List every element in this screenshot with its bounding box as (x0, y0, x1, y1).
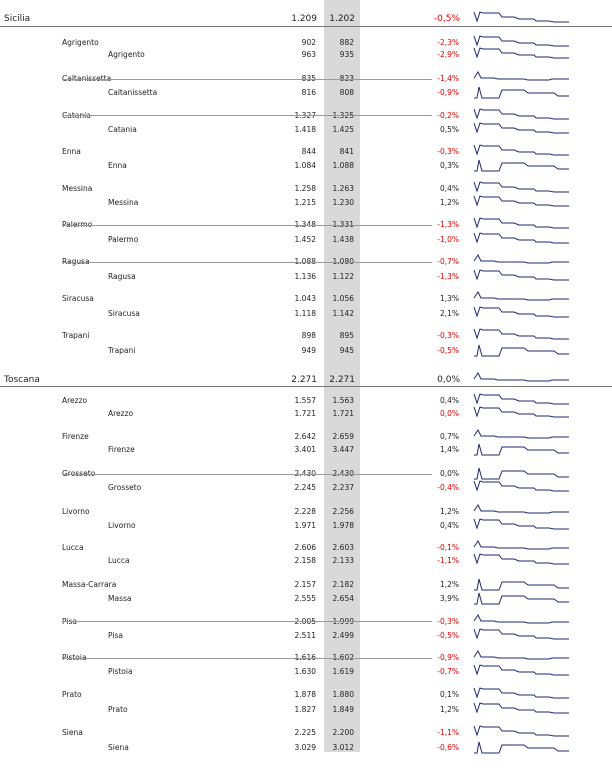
sparkline (474, 627, 574, 643)
sparkline (474, 663, 574, 679)
percent-change: -0,2% (437, 111, 459, 120)
percent-change: -0,5% (433, 14, 460, 24)
region-row (0, 373, 612, 387)
row-label: Palermo (108, 235, 139, 244)
sparkline-trace (474, 218, 569, 228)
sparkline-trace (474, 255, 569, 263)
value-previous: 3.029 (294, 743, 316, 752)
value-current: 2.182 (332, 580, 354, 589)
value-previous: 1.088 (294, 257, 316, 266)
percent-change: -1,4% (437, 74, 459, 83)
sparkline (474, 686, 574, 702)
percent-change: 0,0% (437, 375, 460, 385)
percent-change: 0,1% (439, 690, 459, 699)
sparkline-trace (474, 554, 569, 564)
row-divider (62, 79, 432, 80)
sparkline (474, 517, 574, 533)
sparkline-trace (474, 615, 569, 623)
value-previous: 2.606 (294, 543, 316, 552)
value-previous: 2.271 (291, 375, 317, 385)
sparkline-trace (474, 145, 569, 155)
sparkline-trace (474, 407, 569, 417)
value-previous: 1.215 (294, 198, 316, 207)
percent-change: -0,3% (437, 147, 459, 156)
row-label: Catania (62, 111, 91, 120)
sparkline (474, 724, 574, 740)
percent-change: -0,3% (437, 617, 459, 626)
value-current: 1.142 (332, 309, 354, 318)
value-current: 1.263 (332, 184, 354, 193)
sparkline-trace (474, 233, 569, 243)
row-label: Pistoia (62, 653, 87, 662)
sparkline-trace (474, 196, 569, 206)
row-label: Prato (62, 690, 82, 699)
row-label: Firenze (62, 432, 89, 441)
value-current: 1.880 (332, 690, 354, 699)
value-current: 2.133 (332, 556, 354, 565)
row-label: Palermo (62, 220, 93, 229)
row-label: Ragusa (62, 257, 90, 266)
city-row (0, 592, 612, 606)
city-row (0, 629, 612, 643)
value-previous: 2.158 (294, 556, 316, 565)
value-current: 935 (339, 50, 354, 59)
sparkline (474, 194, 574, 210)
value-previous: 2.430 (294, 469, 316, 478)
value-current: 2.603 (332, 543, 354, 552)
value-current: 1.331 (332, 220, 354, 229)
sparkline-trace (474, 541, 569, 549)
sparkline-trace (474, 703, 569, 713)
sparkline-trace (474, 444, 569, 455)
value-current: 808 (339, 88, 354, 97)
row-label: Lucca (108, 556, 130, 565)
sparkline-trace (474, 12, 569, 22)
value-previous: 1.878 (294, 690, 316, 699)
percent-change: 0,3% (439, 161, 459, 170)
sparkline-trace (474, 579, 569, 590)
value-previous: 2.555 (294, 594, 316, 603)
sparkline (474, 157, 574, 173)
value-current: 2.659 (332, 432, 354, 441)
sparkline-trace (474, 665, 569, 675)
city-row (0, 703, 612, 717)
value-current: 1.602 (332, 653, 354, 662)
sparkline-trace (474, 307, 569, 317)
row-label: Siracusa (62, 294, 94, 303)
value-previous: 949 (301, 346, 316, 355)
percent-change: -0,1% (437, 543, 459, 552)
percent-change: -1,1% (437, 728, 459, 737)
sparkline-trace (474, 182, 569, 192)
row-label: Siracusa (108, 309, 140, 318)
row-label: Prato (108, 705, 128, 714)
row-divider (0, 26, 612, 27)
sparkline-trace (474, 505, 569, 513)
city-row (0, 86, 612, 100)
percent-change: -2,3% (437, 38, 459, 47)
row-label: Grosseto (62, 469, 96, 478)
value-previous: 1.258 (294, 184, 316, 193)
value-previous: 1.084 (294, 161, 316, 170)
row-divider (62, 225, 432, 226)
row-label: Toscana (4, 375, 40, 385)
percent-change: 0,0% (439, 469, 459, 478)
sparkline-trace (474, 688, 569, 698)
sparkline-trace (474, 109, 569, 119)
percent-change: -0,5% (437, 346, 459, 355)
row-label: Livorno (62, 507, 90, 516)
value-previous: 835 (301, 74, 316, 83)
sparkline-trace (474, 329, 569, 339)
value-current: 1.088 (332, 161, 354, 170)
row-label: Caltanissetta (62, 74, 112, 83)
value-previous: 3.401 (294, 445, 316, 454)
sparkline (474, 231, 574, 247)
percent-change: -0,4% (437, 483, 459, 492)
value-previous: 2.005 (294, 617, 316, 626)
value-previous: 1.209 (291, 14, 317, 24)
value-current: 3.012 (332, 743, 354, 752)
value-previous: 902 (301, 38, 316, 47)
row-divider (62, 115, 432, 116)
sparkline (474, 84, 574, 100)
percent-change: -1,1% (437, 556, 459, 565)
sparkline (474, 10, 574, 26)
row-label: Pisa (62, 617, 77, 626)
sparkline (474, 290, 574, 306)
sparkline (474, 552, 574, 568)
city-row (0, 307, 612, 321)
sparkline-trace (474, 48, 569, 58)
sparkline-trace (474, 726, 569, 736)
value-current: 1.122 (332, 272, 354, 281)
sparkline-trace (474, 593, 569, 604)
value-previous: 1.721 (294, 409, 316, 418)
row-label: Enna (108, 161, 127, 170)
sparkline (474, 405, 574, 421)
value-previous: 2.245 (294, 483, 316, 492)
percent-change: -1,0% (437, 235, 459, 244)
sparkline-trace (474, 123, 569, 133)
row-label: Arezzo (62, 396, 88, 405)
percent-change: -1,3% (437, 272, 459, 281)
value-current: 1.230 (332, 198, 354, 207)
value-previous: 1.136 (294, 272, 316, 281)
value-previous: 898 (301, 331, 316, 340)
value-previous: 1.452 (294, 235, 316, 244)
city-row (0, 554, 612, 568)
value-current: 2.200 (332, 728, 354, 737)
value-current: 2.237 (332, 483, 354, 492)
value-previous: 2.157 (294, 580, 316, 589)
sparkline (474, 739, 574, 755)
sparkline (474, 371, 574, 387)
sparkline-trace (474, 430, 569, 438)
city-row (0, 270, 612, 284)
row-label: Agrigento (108, 50, 145, 59)
row-label: Catania (108, 125, 137, 134)
sparkline-trace (474, 481, 569, 491)
value-current: 1.438 (332, 235, 354, 244)
sparkline-trace (474, 373, 569, 381)
row-label: Arezzo (108, 409, 134, 418)
sparkline (474, 216, 574, 232)
percent-change: 1,4% (439, 445, 459, 454)
row-label: Pisa (108, 631, 123, 640)
sparkline (474, 441, 574, 457)
sparkline-trace (474, 519, 569, 529)
value-previous: 844 (301, 147, 316, 156)
sparkline-trace (474, 345, 569, 356)
row-label: Enna (62, 147, 81, 156)
province-row (0, 329, 612, 343)
value-current: 2.271 (329, 375, 355, 385)
sparkline-trace (474, 160, 569, 171)
row-divider (0, 386, 612, 387)
value-previous: 1.971 (294, 521, 316, 530)
city-row (0, 407, 612, 421)
sparkline (474, 268, 574, 284)
row-divider (62, 262, 432, 263)
value-current: 1.849 (332, 705, 354, 714)
value-current: 1.563 (332, 396, 354, 405)
row-divider (62, 621, 432, 622)
percent-change: 0,0% (439, 409, 459, 418)
sparkline (474, 342, 574, 358)
value-current: 3.447 (332, 445, 354, 454)
row-label: Massa (108, 594, 132, 603)
sparkline-trace (474, 629, 569, 639)
sparkline (474, 479, 574, 495)
sparkline-trace (474, 87, 569, 98)
city-row (0, 481, 612, 495)
sparkline (474, 305, 574, 321)
sparkline (474, 590, 574, 606)
sparkline (474, 46, 574, 62)
percent-change: 1,3% (439, 294, 459, 303)
value-current: 882 (339, 38, 354, 47)
value-current: 1.721 (332, 409, 354, 418)
sparkline (474, 121, 574, 137)
value-previous: 2.511 (294, 631, 316, 640)
city-row (0, 48, 612, 62)
row-label: Trapani (108, 346, 136, 355)
city-row (0, 519, 612, 533)
value-current: 2.256 (332, 507, 354, 516)
row-label: Livorno (108, 521, 136, 530)
percent-change: 1,2% (439, 705, 459, 714)
row-label: Trapani (62, 331, 90, 340)
row-label: Ragusa (108, 272, 136, 281)
sparkline-trace (474, 394, 569, 404)
percent-change: 0,7% (439, 432, 459, 441)
city-row (0, 443, 612, 457)
percent-change: -1,3% (437, 220, 459, 229)
value-previous: 2.225 (294, 728, 316, 737)
row-label: Messina (62, 184, 93, 193)
value-current: 1.202 (329, 14, 355, 24)
value-current: 2.654 (332, 594, 354, 603)
percent-change: -0,6% (437, 743, 459, 752)
percent-change: -0,3% (437, 331, 459, 340)
percent-change: -0,9% (437, 88, 459, 97)
percent-change: -0,7% (437, 257, 459, 266)
percent-change: -2,9% (437, 50, 459, 59)
value-current: 1.978 (332, 521, 354, 530)
row-label: Siena (108, 743, 129, 752)
province-row (0, 292, 612, 306)
row-label: Firenze (108, 445, 135, 454)
sparkline-trace (474, 72, 569, 80)
sparkline-trace (474, 270, 569, 280)
city-row (0, 196, 612, 210)
province-row (0, 726, 612, 740)
value-current: 895 (339, 331, 354, 340)
value-previous: 1.348 (294, 220, 316, 229)
city-row (0, 665, 612, 679)
row-label: Sicilia (4, 14, 31, 24)
percent-change: -0,7% (437, 667, 459, 676)
sparkline-trace (474, 742, 569, 753)
sparkline-trace (474, 651, 569, 659)
percent-change: 2,1% (439, 309, 459, 318)
row-label: Agrigento (62, 38, 99, 47)
value-previous: 963 (301, 50, 316, 59)
sparkline-trace (474, 292, 569, 300)
value-current: 823 (339, 74, 354, 83)
percent-change: 3,9% (439, 594, 459, 603)
value-current: 945 (339, 346, 354, 355)
row-label: Lucca (62, 543, 84, 552)
value-previous: 1.327 (294, 111, 316, 120)
row-label: Messina (108, 198, 139, 207)
percent-change: -0,9% (437, 653, 459, 662)
city-row (0, 123, 612, 137)
value-current: 1.080 (332, 257, 354, 266)
percent-change: 0,4% (439, 184, 459, 193)
value-previous: 816 (301, 88, 316, 97)
value-current: 1.999 (332, 617, 354, 626)
percent-change: 1,2% (439, 580, 459, 589)
value-previous: 1.557 (294, 396, 316, 405)
sparkline-trace (474, 468, 569, 479)
sparkline-trace (474, 36, 569, 46)
value-previous: 1.043 (294, 294, 316, 303)
row-divider (62, 658, 432, 659)
percent-change: 1,2% (439, 198, 459, 207)
row-label: Pistoia (108, 667, 133, 676)
percent-change: 0,4% (439, 396, 459, 405)
value-previous: 1.616 (294, 653, 316, 662)
sparkline (474, 327, 574, 343)
value-current: 841 (339, 147, 354, 156)
region-row (0, 12, 612, 26)
value-current: 2.499 (332, 631, 354, 640)
value-previous: 1.118 (294, 309, 316, 318)
province-row (0, 688, 612, 702)
value-current: 1.056 (332, 294, 354, 303)
sparkline (474, 253, 574, 269)
row-label: Grosseto (108, 483, 142, 492)
value-previous: 2.228 (294, 507, 316, 516)
city-row (0, 233, 612, 247)
percent-change: 0,4% (439, 521, 459, 530)
row-label: Caltanissetta (108, 88, 158, 97)
value-current: 1.619 (332, 667, 354, 676)
value-current: 2.430 (332, 469, 354, 478)
value-previous: 1.827 (294, 705, 316, 714)
value-current: 1.425 (332, 125, 354, 134)
row-divider (62, 474, 432, 475)
value-previous: 1.630 (294, 667, 316, 676)
row-label: Massa-Carrara (62, 580, 117, 589)
percent-change: 0,5% (439, 125, 459, 134)
sparkline (474, 701, 574, 717)
percent-change: -0,5% (437, 631, 459, 640)
value-current: 1.325 (332, 111, 354, 120)
percent-change: 1,2% (439, 507, 459, 516)
value-previous: 2.642 (294, 432, 316, 441)
city-row (0, 159, 612, 173)
city-row (0, 741, 612, 755)
value-previous: 1.418 (294, 125, 316, 134)
city-row (0, 344, 612, 358)
row-label: Siena (62, 728, 83, 737)
